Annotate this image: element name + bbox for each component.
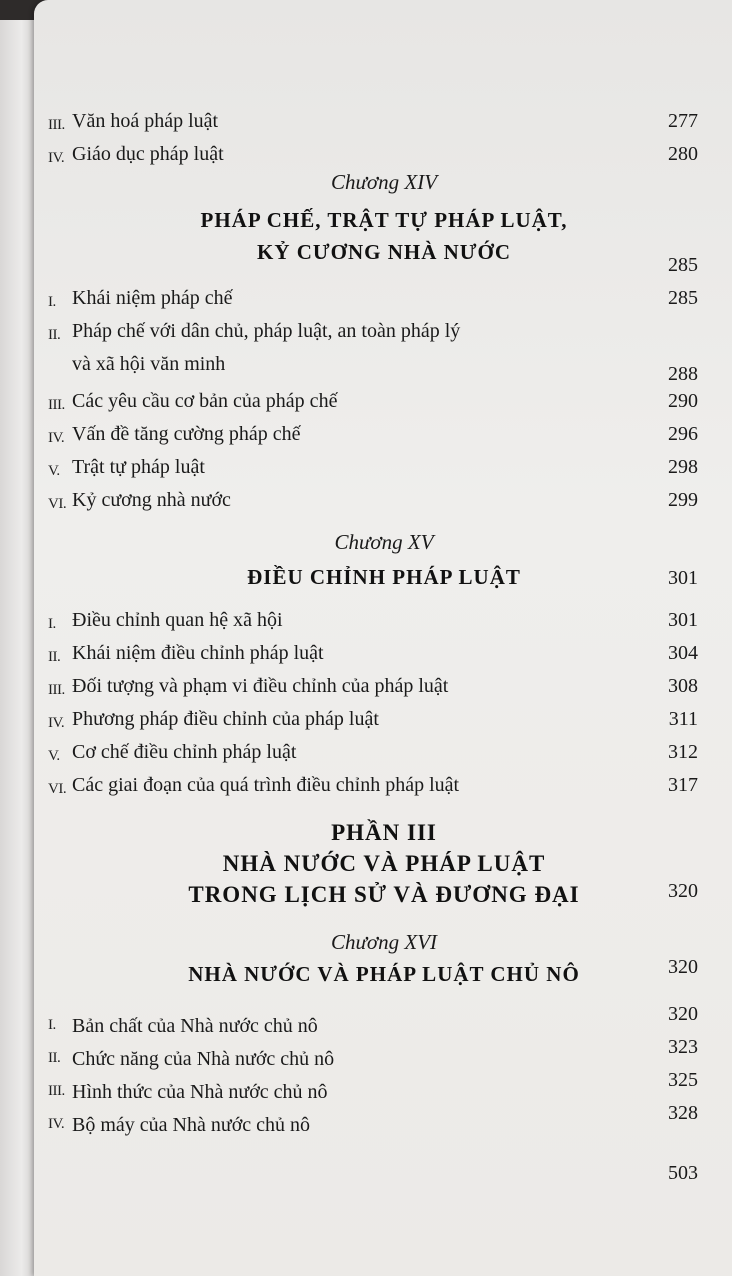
entry-roman: III. [48,397,65,413]
part-label: PHẦN III [331,820,437,845]
entry-roman: VI. [48,781,67,797]
chapter-label: Chương XIV [330,170,438,194]
entry-roman: II. [48,1050,61,1066]
chapter-label: Chương XVI [330,930,438,954]
entry-roman: IV. [48,430,65,446]
toc-entry [34,489,732,519]
toc-entry [34,642,732,672]
entry-title: Các giai đoạn của quá trình điều chỉnh pháp luật [72,774,460,796]
toc-entry-continued [34,353,732,383]
entry-page: 296 [668,423,698,445]
part-title-line1: NHÀ NƯỚC VÀ PHÁP LUẬT [222,851,546,876]
entry-page: 288 [668,363,698,385]
entry-title: Vấn đề tăng cường pháp chế [72,423,301,445]
entry-roman: III. [48,682,65,698]
toc-entry [34,609,732,639]
chapter-title: NHÀ NƯỚC VÀ PHÁP LUẬT CHỦ NÔ [188,962,580,986]
page-number: 503 [668,1162,698,1184]
entry-roman: III. [48,117,65,133]
entry-title: Bộ máy của Nhà nước chủ nô [72,1114,311,1136]
entry-title: Phương pháp điều chỉnh của pháp luật [72,708,379,730]
entry-title: Khái niệm pháp chế [72,287,233,309]
entry-title: Kỷ cương nhà nước [72,489,231,511]
entry-roman: I. [48,1017,56,1033]
entry-roman: II. [48,649,61,665]
entry-page: 317 [668,774,698,796]
chapter-title-line2: KỶ CƯƠNG NHÀ NƯỚC [256,240,511,264]
toc-entry [34,1102,732,1136]
toc-entry [34,456,732,486]
toc-entry [34,1069,732,1103]
entry-title: Điều chỉnh quan hệ xã hội [72,609,283,631]
entry-title: Pháp chế với dân chủ, pháp luật, an toàn pháp lý [72,320,461,342]
toc-entry [34,741,732,771]
entry-page: 277 [668,110,698,132]
entry-page: 311 [668,708,698,730]
toc-entry [34,390,732,420]
entry-page: 299 [668,489,698,511]
entry-title: Cơ chế điều chỉnh pháp luật [72,741,297,763]
toc-entry [34,143,732,173]
entry-page: 323 [668,1036,698,1058]
entry-roman: IV. [48,150,65,166]
entry-page: 285 [668,287,698,309]
part-page: 320 [668,880,698,902]
entry-roman: III. [48,1083,65,1099]
entry-title: Giáo dục pháp luật [72,143,224,165]
entry-title: Chức năng của Nhà nước chủ nô [72,1048,335,1070]
entry-roman: VI. [48,496,67,512]
entry-roman: I. [48,294,56,310]
entry-page: 301 [668,609,698,631]
entry-roman: II. [48,327,61,343]
toc-entry [34,1003,732,1037]
entry-title: và xã hội văn minh [72,353,226,375]
toc-entry [34,423,732,453]
chapter-label: Chương XV [334,530,434,554]
chapter-title: ĐIỀU CHỈNH PHÁP LUẬT [247,565,521,589]
entry-title: Đối tượng và phạm vi điều chỉnh của pháp luật [72,675,449,697]
chapter-title-line1: PHÁP CHẾ, TRẬT TỰ PHÁP LUẬT, [200,208,568,232]
adjacent-page-edge [0,20,36,1276]
entry-title: Trật tự pháp luật [72,456,205,478]
entry-title: Văn hoá pháp luật [72,110,219,132]
toc-entry [34,1036,732,1070]
part-title-line2: TRONG LỊCH SỬ VÀ ĐƯƠNG ĐẠI [188,882,580,907]
entry-roman: IV. [48,1116,65,1132]
entry-roman: I. [48,616,56,632]
entry-page: 304 [668,642,698,664]
toc-entry [34,675,732,705]
entry-page: 312 [668,741,698,763]
toc-entry [34,320,732,350]
entry-page: 328 [668,1102,698,1124]
entry-page: 280 [668,143,698,165]
entry-title: Hình thức của Nhà nước chủ nô [72,1081,328,1103]
toc-entry [34,110,732,140]
book-page [34,0,732,1276]
chapter-page: 285 [668,254,698,276]
entry-page: 298 [668,456,698,478]
toc-entry [34,708,732,738]
chapter-page: 301 [668,567,698,589]
entry-page: 320 [668,1003,698,1025]
toc-entry [34,287,732,317]
entry-roman: V. [48,748,60,764]
chapter-page: 320 [668,956,698,978]
toc-entry [34,774,732,804]
entry-page: 325 [668,1069,698,1091]
entry-roman: V. [48,463,60,479]
entry-roman: IV. [48,715,65,731]
entry-title: Khái niệm điều chỉnh pháp luật [72,642,324,664]
entry-page: 290 [668,390,698,412]
entry-page: 308 [668,675,698,697]
entry-title: Bản chất của Nhà nước chủ nô [72,1015,318,1037]
entry-title: Các yêu cầu cơ bản của pháp chế [72,390,338,412]
